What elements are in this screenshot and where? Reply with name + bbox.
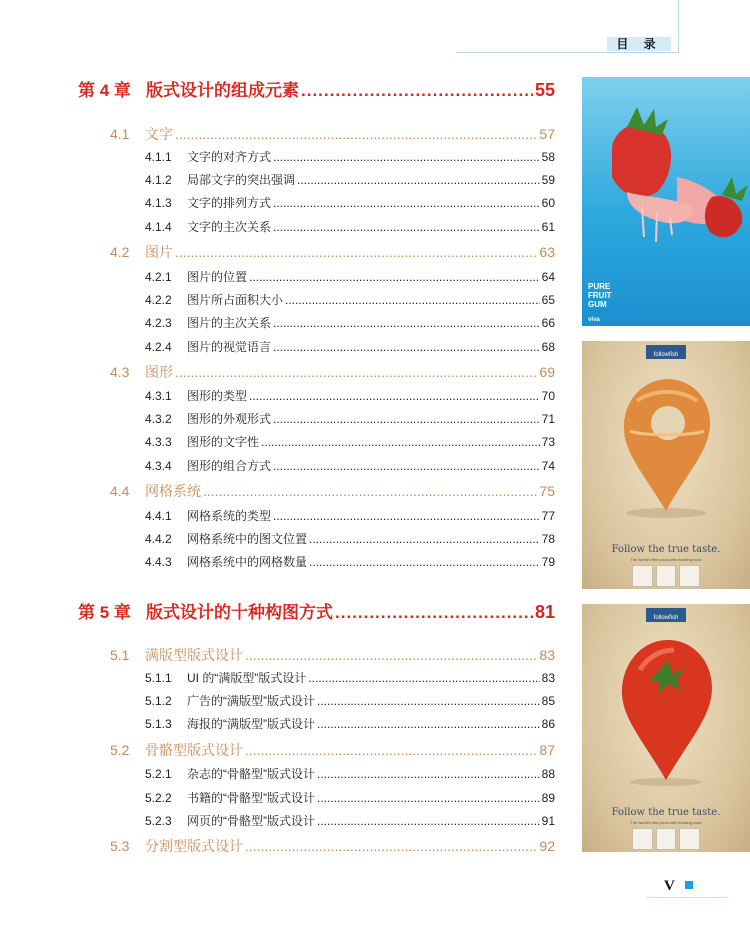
toc-leader-dots — [175, 126, 537, 142]
toc-leader-dots — [309, 555, 540, 569]
toc-leader-dots — [273, 150, 540, 164]
toc-section-number: 5.1 — [110, 647, 130, 663]
toc-sub-row — [145, 507, 555, 525]
page-marker-square — [685, 881, 693, 889]
toc-page-number: 61 — [541, 220, 555, 234]
toc-leader-dots — [245, 838, 537, 854]
toc-sub-number: 4.4.3 — [145, 555, 172, 569]
toc-sub-title: 图片的位置 — [187, 270, 248, 284]
tomato-followfish-ad — [582, 604, 750, 852]
toc-page-number: 60 — [541, 196, 555, 210]
toc-sub-row — [145, 148, 555, 166]
header-rule-vertical — [678, 0, 679, 52]
toc-sub-row — [145, 553, 555, 571]
toc-leader-dots — [273, 340, 540, 354]
toc-page-number: 58 — [541, 150, 555, 164]
toc-page-number: 64 — [541, 270, 555, 284]
toc-section-title: 网格系统 — [145, 483, 201, 499]
gum-line-2: FRUIT — [588, 291, 612, 300]
toc-sub-number: 5.1.1 — [145, 671, 172, 685]
toc-section-number: 5.3 — [110, 838, 130, 854]
toc-sub-title: 网格系统中的图文位置 — [187, 532, 308, 546]
toc-sub-title: 网格系统的类型 — [187, 509, 272, 523]
header-rule-horizontal — [456, 52, 679, 53]
toc-sub-row — [145, 530, 555, 548]
toc-leader-dots — [285, 293, 540, 307]
toc-sub-title: 图形的外观形式 — [187, 412, 272, 426]
toc-sub-row — [145, 692, 555, 710]
toc-sub-number: 5.2.3 — [145, 814, 172, 828]
toc-section-title: 文字 — [145, 126, 173, 142]
toc-sub-title: 网格系统中的网格数量 — [187, 555, 308, 569]
toc-sub-row — [145, 268, 555, 286]
toc-sub-number: 4.4.1 — [145, 509, 172, 523]
tomato-tagline: The world's first pizza with tracking code — [630, 820, 702, 825]
footer-rule — [646, 897, 728, 898]
toc-page-number: 81 — [534, 602, 555, 622]
toc-sub-row — [145, 812, 555, 830]
toc-sub-row — [145, 218, 555, 236]
toc-sub-number: 5.1.3 — [145, 717, 172, 731]
gum-line-1: PURE — [588, 282, 611, 291]
toc-sub-row — [145, 789, 555, 807]
toc-sub-row — [145, 291, 555, 309]
toc-page-number: 66 — [541, 316, 555, 330]
toc-sub-number: 4.2.2 — [145, 293, 172, 307]
toc-sub-title: UI 的“满版型”版式设计 — [187, 671, 307, 685]
toc-page-number: 70 — [541, 389, 555, 403]
toc-section-row — [110, 740, 555, 760]
toc-leader-dots — [309, 532, 540, 546]
toc-page-number: 89 — [541, 791, 555, 805]
toc-page-number: 83 — [541, 671, 555, 685]
toc-page-number: 55 — [534, 80, 555, 100]
toc-sub-number: 4.1.4 — [145, 220, 172, 234]
toc-page-number: 75 — [539, 483, 555, 499]
toc-chapter-title: 版式设计的十种构图方式 — [146, 603, 333, 622]
toc-sub-row — [145, 765, 555, 783]
shrimp-slogan: Follow the true taste. — [611, 544, 721, 555]
toc-page-number: 83 — [539, 647, 555, 663]
toc-leader-dots — [261, 435, 540, 449]
toc-leader-dots — [249, 389, 540, 403]
followfish-logo: followfish — [646, 345, 686, 359]
toc-leader-dots — [203, 483, 537, 499]
toc-chapter-number: 第 4 章 — [78, 81, 131, 100]
toc-leader-dots — [301, 81, 533, 101]
tomato-slogan: Follow the true taste. — [611, 807, 721, 818]
toc-page-number: 73 — [541, 435, 555, 449]
toc-sub-number: 4.2.1 — [145, 270, 172, 284]
toc-section-row — [110, 481, 555, 501]
toc-page-number: 86 — [541, 717, 555, 731]
toc-chapter-row — [78, 76, 555, 102]
toc-section-row — [110, 362, 555, 382]
toc-leader-dots — [308, 671, 539, 685]
toc-sub-title: 图形的类型 — [187, 389, 248, 403]
toc-leader-dots — [175, 364, 537, 380]
page-number: V — [664, 878, 675, 894]
toc-section-row — [110, 836, 555, 856]
toc-page-number: 92 — [539, 838, 555, 854]
toc-chapter-title: 版式设计的组成元素 — [146, 81, 299, 100]
toc-sub-title: 网页的“骨骼型”版式设计 — [187, 814, 315, 828]
toc-leader-dots — [273, 412, 540, 426]
toc-page-number: 69 — [539, 364, 555, 380]
toc-page-number: 91 — [541, 814, 555, 828]
toc-leader-dots — [273, 196, 540, 210]
toc-page-number: 79 — [541, 555, 555, 569]
toc-sub-title: 图片的视觉语言 — [187, 340, 272, 354]
toc-section-number: 4.4 — [110, 483, 130, 499]
toc-section-title: 图形 — [145, 364, 173, 380]
toc-page-number: 77 — [541, 509, 555, 523]
toc-sub-number: 4.2.4 — [145, 340, 172, 354]
toc-page-number: 68 — [541, 340, 555, 354]
toc-leader-dots — [273, 459, 540, 473]
toc-sub-row — [145, 171, 555, 189]
toc-sub-title: 图片所占面积大小 — [187, 293, 284, 307]
toc-section-number: 5.2 — [110, 742, 130, 758]
toc-sub-row — [145, 387, 555, 405]
toc-sub-title: 文字的排列方式 — [187, 196, 272, 210]
shrimp-followfish-ad — [582, 341, 750, 589]
toc-section-title: 分割型版式设计 — [145, 838, 243, 854]
toc-sub-number: 4.4.2 — [145, 532, 172, 546]
toc-page-number: 74 — [541, 459, 555, 473]
toc-sub-row — [145, 669, 555, 687]
product-packs — [632, 828, 700, 850]
followfish-logo: followfish — [646, 608, 686, 622]
toc-leader-dots — [317, 791, 540, 805]
toc-sub-number: 4.2.3 — [145, 316, 172, 330]
toc-sub-title: 广告的“满版型”版式设计 — [187, 694, 315, 708]
toc-section-row — [110, 645, 555, 665]
toc-page-number: 71 — [541, 412, 555, 426]
toc-section-title: 图片 — [145, 244, 173, 260]
toc-sub-number: 4.1.2 — [145, 173, 172, 187]
toc-leader-dots — [317, 717, 540, 731]
toc-section-title: 满版型版式设计 — [145, 647, 243, 663]
toc-page-number: 88 — [541, 767, 555, 781]
toc-leader-dots — [273, 316, 540, 330]
toc-sub-title: 海报的“满版型”版式设计 — [187, 717, 315, 731]
toc-leader-dots — [249, 270, 540, 284]
gum-brand: viva — [588, 317, 600, 323]
gum-slogan — [588, 282, 628, 309]
toc-page-number: 63 — [539, 244, 555, 260]
page-title: 目 录 — [607, 37, 671, 51]
toc-sub-number: 5.2.1 — [145, 767, 172, 781]
toc-sub-row — [145, 314, 555, 332]
toc-sub-number: 4.1.1 — [145, 150, 172, 164]
toc-page-number: 85 — [541, 694, 555, 708]
toc-sub-row — [145, 457, 555, 475]
toc-section-row — [110, 242, 555, 262]
toc-page-number: 65 — [541, 293, 555, 307]
toc-leader-dots — [245, 742, 537, 758]
shrimp-tagline: The world's first pizza with tracking code — [630, 557, 702, 562]
product-packs — [632, 565, 700, 587]
toc-page-number: 87 — [539, 742, 555, 758]
toc-sub-title: 文字的主次关系 — [187, 220, 272, 234]
toc-sub-title: 杂志的“骨骼型”版式设计 — [187, 767, 315, 781]
toc-section-title: 骨骼型版式设计 — [145, 742, 243, 758]
toc-section-number: 4.2 — [110, 244, 130, 260]
toc-leader-dots — [317, 767, 540, 781]
strawberry-gum-ad — [582, 77, 750, 326]
toc-chapter-row — [78, 598, 555, 624]
toc-sub-number: 4.3.1 — [145, 389, 172, 403]
toc-sub-title: 图形的组合方式 — [187, 459, 272, 473]
toc-section-row — [110, 124, 555, 144]
toc-page-number: 57 — [539, 126, 555, 142]
toc-sub-number: 4.3.4 — [145, 459, 172, 473]
toc-leader-dots — [175, 244, 537, 260]
toc-chapter-number: 第 5 章 — [78, 603, 131, 622]
toc-sub-number: 4.3.2 — [145, 412, 172, 426]
toc-sub-row — [145, 715, 555, 733]
toc-page-number: 59 — [541, 173, 555, 187]
toc-leader-dots — [335, 603, 533, 623]
toc-sub-row — [145, 433, 555, 451]
toc-section-number: 4.1 — [110, 126, 130, 142]
toc-sub-number: 5.2.2 — [145, 791, 172, 805]
toc-leader-dots — [273, 220, 540, 234]
toc-leader-dots — [317, 694, 540, 708]
toc-sub-row — [145, 194, 555, 212]
toc-sub-number: 5.1.2 — [145, 694, 172, 708]
toc-sub-title: 文字的对齐方式 — [187, 150, 272, 164]
toc-leader-dots — [317, 814, 540, 828]
toc-sub-number: 4.3.3 — [145, 435, 172, 449]
toc-sub-row — [145, 338, 555, 356]
toc-sub-number: 4.1.3 — [145, 196, 172, 210]
toc-section-number: 4.3 — [110, 364, 130, 380]
toc-leader-dots — [297, 173, 540, 187]
toc-sub-title: 图形的文字性 — [187, 435, 260, 449]
toc-sub-row — [145, 410, 555, 428]
toc-page-number: 78 — [541, 532, 555, 546]
toc-leader-dots — [273, 509, 540, 523]
toc-sub-title: 局部文字的突出强调 — [187, 173, 296, 187]
toc-sub-title: 图片的主次关系 — [187, 316, 272, 330]
toc-leader-dots — [245, 647, 537, 663]
toc-sub-title: 书籍的“骨骼型”版式设计 — [187, 791, 315, 805]
gum-line-3: GUM — [588, 300, 607, 309]
